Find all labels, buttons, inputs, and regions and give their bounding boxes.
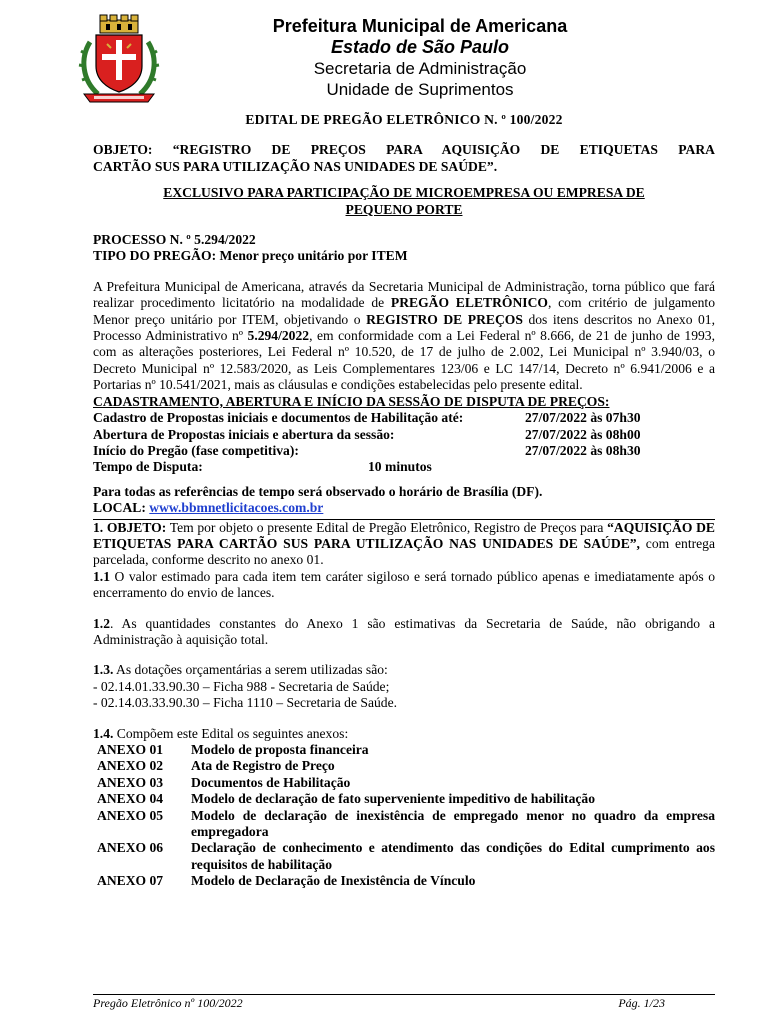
tipo-label: TIPO DO PREGÃO <box>93 248 212 264</box>
section-1-objeto <box>93 520 715 569</box>
annex-code: ANEXO 06 <box>97 840 164 856</box>
intro-text-3: dos itens descritos no Anexo 01, Processo Administrativo nº <box>93 311 716 344</box>
intro-text-4: , em conformidade com a Lei Federal nº 8.666, de 21 de junho de 1993, com as alterações posteriores, Lei Federal nº 10.520, de 17 de julho de 2.002, Lei Municipal nº 3.940/03, o Decreto Municipal nº 12.583/2020, as Leis Complementares 123/06 e LC 147/14, Decreto nº 6.941/2006 e a Portarias nº 10.541/2021, mais as cláusulas e condições estabelecidas pelo presente edital. <box>93 328 715 393</box>
annex-code: ANEXO 01 <box>97 742 164 757</box>
section-1-1-text: O valor estimado para cada item tem caráter sigiloso e será tornado público apenas e imediatamente após o encerramento do envio de lances. <box>93 568 715 601</box>
section-1-1 <box>93 569 715 602</box>
annex-desc: Ata de Registro de Preço <box>191 758 335 774</box>
section-1-3-number: 1.3. <box>93 662 114 678</box>
dotacao-line-1: - 02.14.01.33.90.30 – Ficha 988 - Secretaria de Saúde; <box>93 678 390 694</box>
annex-code: ANEXO 02 <box>97 758 164 774</box>
annex-desc: Modelo de Declaração de Inexistência de Vínculo <box>191 873 476 889</box>
schedule-value-tempo: 10 minutos <box>368 459 432 475</box>
annex-code: ANEXO 04 <box>97 791 164 807</box>
document-body <box>93 112 715 890</box>
section-1-4-text: Compõem este Edital os seguintes anexos: <box>113 725 349 741</box>
coat-of-arms-icon <box>76 14 162 106</box>
tipo-value: : Menor preço unitário por ITEM <box>211 248 408 264</box>
unit-name: Unidade de Suprimentos <box>326 80 514 99</box>
intro-text-1: A Prefeitura Municipal de Americana, através da Secretaria Municipal de Administração, torna público que fará realizar procedimento licitatório na modalidade de <box>93 278 715 311</box>
section-1-2-text: . As quantidades constantes do Anexo 1 são estimativas da Secretaria de Saúde, não obrigando a Administração à aquisição total. <box>93 615 715 647</box>
edital-title: EDITAL DE PREGÃO ELETRÔNICO N. º 100/2022 <box>245 112 563 127</box>
bbmnet-link[interactable]: www.bbmnetlicitacoes.com.br <box>149 500 324 516</box>
section-1-number: 1. OBJETO: <box>93 519 167 535</box>
annex-desc: Modelo de declaração de fato superveniente impeditivo de habilitação <box>191 791 595 807</box>
schedule-value-abertura: 27/07/2022 às 08h00 <box>525 426 641 442</box>
schedule-value-cadastro: 27/07/2022 às 07h30 <box>525 410 641 426</box>
section-1-text-2: com entrega parcelada, conforme descrito no anexo 01. <box>93 535 715 568</box>
municipality-name: Prefeitura Municipal de Americana <box>272 16 568 36</box>
department-name: Secretaria de Administração <box>313 59 527 78</box>
section-1-4 <box>93 726 715 742</box>
schedule-table <box>93 410 715 476</box>
section-1-3 <box>93 662 715 678</box>
exclusivo-line2: PEQUENO PORTE <box>345 201 463 217</box>
dotacao-line-2: - 02.14.03.33.90.30 – Ficha 1110 – Secretaria de Saúde. <box>93 695 398 711</box>
brasilia-note: Para todas as referências de tempo será observado o horário de Brasília (DF). <box>93 483 543 499</box>
cadastramento-heading: CADASTRAMENTO, ABERTURA E INÍCIO DA SESSÃO DE DISPUTA DE PREÇOS: <box>93 393 610 409</box>
schedule-label-cadastro: Cadastro de Propostas iniciais e documentos de Habilitação até: <box>93 410 464 426</box>
schedule-label-tempo: Tempo de Disputa: <box>93 459 203 475</box>
tipo-pregao <box>93 248 715 264</box>
section-1-4-number: 1.4. <box>93 725 114 741</box>
processo-number: PROCESSO N. º 5.294/2022 <box>93 232 256 248</box>
intro-paragraph <box>93 279 715 394</box>
local-line <box>93 500 715 516</box>
intro-text-2: , com critério de julgamento Menor preço unitário por ITEM, objetivando o <box>93 295 715 327</box>
intro-bold-2: REGISTRO DE PREÇOS <box>366 311 523 327</box>
annex-desc: Declaração de conhecimento e atendimento das condições do Edital cumprimento aos requisitos de habilitação <box>191 840 715 872</box>
section-1-bold: “AQUISIÇÃO DE ETIQUETAS PARA CARTÃO SUS PARA UTILIZAÇÃO NAS UNIDADES DE SAÚDE”, <box>93 519 715 551</box>
intro-bold-3: 5.294/2022 <box>247 328 310 344</box>
footer-divider <box>93 994 715 995</box>
section-1-2-number: 1.2 <box>93 615 110 631</box>
objeto-heading-line2: CARTÃO SUS PARA UTILIZAÇÃO NAS UNIDADES DE SAÚDE”. <box>93 158 498 174</box>
schedule-label-inicio: Início do Pregão (fase competitiva): <box>93 442 299 458</box>
intro-bold-1: PREGÃO ELETRÔNICO <box>390 295 548 311</box>
page-number: Pág. 1/23 <box>618 996 665 1010</box>
annex-code: ANEXO 07 <box>97 873 164 889</box>
schedule-value-inicio: 27/07/2022 às 08h30 <box>525 442 641 458</box>
section-1-text-1: Tem por objeto o presente Edital de Pregão Eletrônico, Registro de Preços para <box>166 519 608 535</box>
objeto-heading-line1: OBJETO: “REGISTRO DE PREÇOS PARA AQUISIÇÃO DE ETIQUETAS PARA <box>93 142 715 158</box>
state-name: Estado de São Paulo <box>330 37 510 57</box>
annex-desc: Documentos de Habilitação <box>191 774 351 790</box>
annex-list <box>93 742 715 890</box>
section-1-2 <box>93 616 715 649</box>
annex-desc: Modelo de declaração de inexistência de empregado menor no quadro da empresa empregadora <box>191 807 715 840</box>
letterhead <box>200 16 640 100</box>
section-1-3-text: As dotações orçamentárias a serem utilizadas são: <box>113 662 388 678</box>
local-label: LOCAL: <box>93 500 150 516</box>
annex-desc: Modelo de proposta financeira <box>191 742 369 757</box>
schedule-label-abertura: Abertura de Propostas iniciais e abertura da sessão: <box>93 426 395 442</box>
schedule-tempo-row <box>93 459 715 475</box>
section-1-1-number: 1.1 <box>93 568 110 584</box>
annex-code: ANEXO 05 <box>97 807 164 823</box>
footer-edital-ref: Pregão Eletrônico nº 100/2022 <box>93 996 243 1010</box>
exclusivo-line1: EXCLUSIVO PARA PARTICIPAÇÃO DE MICROEMPRESA OU EMPRESA DE <box>163 185 645 201</box>
annex-code: ANEXO 03 <box>97 774 164 790</box>
